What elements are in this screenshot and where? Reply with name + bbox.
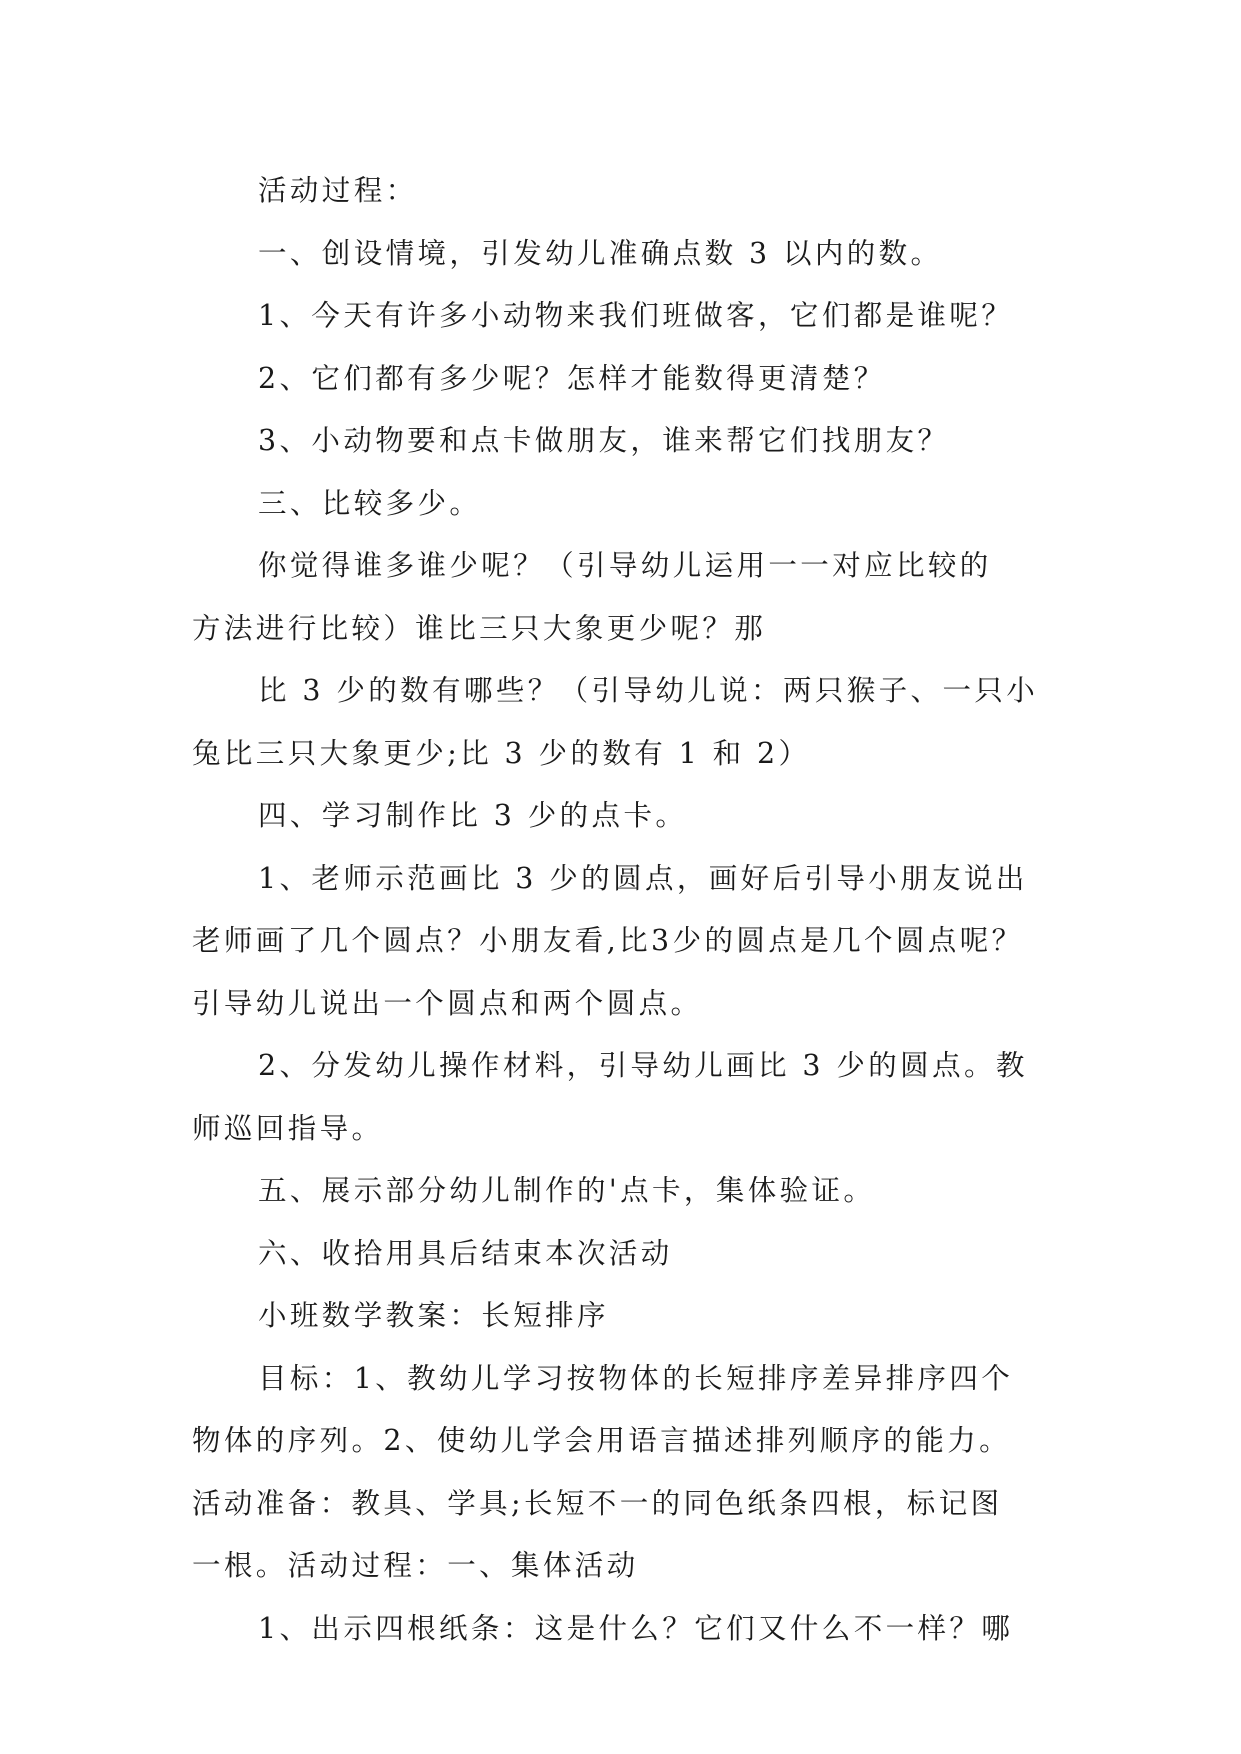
paragraph-teacher-demo xyxy=(192,848,1054,1036)
paragraph-activity-process xyxy=(192,160,1054,223)
paragraph-compare-question xyxy=(192,535,1054,660)
text-line: 六、收拾用具后结束本次活动 xyxy=(258,1236,673,1270)
paragraph-step-six xyxy=(192,1223,1054,1286)
text-line: 1、今天有许多小动物来我们班做客，它们都是谁呢？ xyxy=(258,299,1014,332)
text-line: 五、展示部分幼儿制作的'点卡，集体验证。 xyxy=(258,1174,876,1207)
document-body xyxy=(192,160,1054,1660)
paragraph-step-one xyxy=(192,223,1054,286)
paragraph-item-2 xyxy=(192,348,1054,411)
text-line: 物体的序列。2、使幼儿学会用语言描述排列顺序的能力。 xyxy=(192,1424,1012,1457)
text-line: 兔比三只大象更少;比 3 少的数有 1 和 2） xyxy=(192,736,811,770)
paragraph-step-five xyxy=(192,1160,1054,1223)
text-line: 3、小动物要和点卡做朋友，谁来帮它们找朋友？ xyxy=(258,424,950,457)
text-line: 一、创设情境，引发幼儿准确点数 3 以内的数。 xyxy=(258,236,943,270)
paragraph-step-four xyxy=(192,785,1054,848)
text-line: 比 3 少的数有哪些？（引导幼儿说：两只猴子、一只小 xyxy=(258,674,1039,707)
text-line: 1、出示四根纸条：这是什么？它们又什么不一样？哪 xyxy=(258,1611,1014,1645)
text-line: 三、比较多少。 xyxy=(258,486,482,520)
paragraph-item-3 xyxy=(192,410,1054,473)
text-line: 方法进行比较）谁比三只大象更少呢？那 xyxy=(192,611,767,645)
paragraph-less-than-three xyxy=(192,660,1054,785)
text-line: 活动过程： xyxy=(258,174,418,207)
text-line: 2、分发幼儿操作材料，引导幼儿画比 3 少的圆点。教 xyxy=(258,1049,1028,1082)
paragraph-step-three xyxy=(192,473,1054,536)
text-line: 老师画了几个圆点？小朋友看,比3少的圆点是几个圆点呢？ xyxy=(192,924,1024,957)
text-line: 1、老师示范画比 3 少的圆点，画好后引导小朋友说出 xyxy=(258,861,1028,895)
paragraph-item-1 xyxy=(192,285,1054,348)
paragraph-lesson-title xyxy=(192,1285,1054,1348)
text-line: 四、学习制作比 3 少的点卡。 xyxy=(258,799,688,832)
text-line: 2、它们都有多少呢？怎样才能数得更清楚？ xyxy=(258,361,886,395)
text-line: 一根。活动过程：一、集体活动 xyxy=(192,1549,639,1582)
text-line: 活动准备：教具、学具;长短不一的同色纸条四根，标记图 xyxy=(192,1486,1003,1520)
text-line: 引导幼儿说出一个圆点和两个圆点。 xyxy=(192,986,703,1020)
text-line: 小班数学教案：长短排序 xyxy=(258,1299,609,1332)
text-line: 师巡回指导。 xyxy=(192,1111,384,1145)
text-line: 你觉得谁多谁少呢？（引导幼儿运用一一对应比较的 xyxy=(258,549,992,582)
paragraph-goals xyxy=(192,1348,1054,1598)
paragraph-distribute-materials xyxy=(192,1035,1054,1160)
paragraph-show-strips xyxy=(192,1598,1054,1661)
text-line: 目标：1、教幼儿学习按物体的长短排序差异排序四个 xyxy=(258,1361,1014,1395)
